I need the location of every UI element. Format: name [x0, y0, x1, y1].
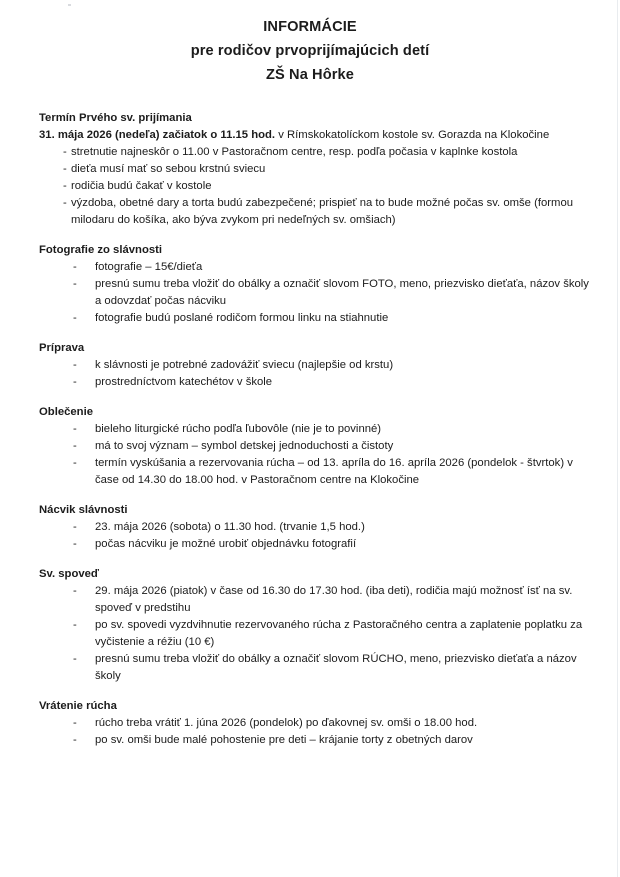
dash-bullet: - [73, 521, 77, 533]
list-item-text: má to svoj význam – symbol detskej jednoduchosti a čistoty [95, 440, 394, 452]
bullet-list [39, 259, 598, 327]
list-item [39, 438, 598, 455]
section-heading: Oblečenie [39, 406, 93, 418]
dash-bullet: - [73, 734, 77, 746]
dash-bullet: - [73, 376, 77, 388]
bullet-list [39, 583, 598, 685]
list-item-text: rúcho treba vrátiť 1. júna 2026 (pondelok) po ďakovnej sv. omši o 18.00 hod. [95, 717, 478, 729]
dash-bullet: - [73, 717, 77, 729]
dash-bullet: - [73, 261, 77, 273]
document-title-line-1: INFORMÁCIE [263, 19, 357, 35]
list-item-text: výzdoba, obetné dary a torta budú zabezpečené; prispieť na to bude možné počas sv. omše (formou milodaru do košíka, ako býva zvykom pri nedeľných sv. omšiach) [71, 197, 574, 226]
section-heading: Fotografie zo slávnosti [39, 244, 163, 256]
list-item-text: po sv. spovedi vyzdvihnutie rezervovaného rúcha z Pastoračného centra a zaplatenie poplatku za vyčistenie a réžiu (10 €) [95, 619, 583, 648]
section [39, 698, 598, 749]
list-item [39, 161, 598, 178]
dash-bullet: - [73, 585, 77, 597]
dash-bullet: - [63, 180, 67, 192]
list-item-text: rodičia budú čakať v kostole [71, 180, 212, 192]
list-item-text: termín vyskúšania a rezervovania rúcha – od 13. apríla do 16. apríla 2026 (pondelok - štvrtok) v čase od 14.30 do 18.00 hod. v Pastoračnom centre na Klokočine [95, 457, 573, 486]
section-heading: Vrátenie rúcha [39, 700, 117, 712]
list-item [39, 715, 598, 732]
section [39, 502, 598, 553]
dash-bullet: - [73, 423, 77, 435]
bullet-list [39, 715, 598, 749]
section [39, 340, 598, 391]
dash-bullet: - [73, 278, 77, 290]
list-item [39, 519, 598, 536]
dash-bullet: - [73, 619, 77, 631]
scan-edge-artifact [617, 0, 618, 877]
section [39, 110, 598, 229]
list-item-text: k slávnosti je potrebné zadovážiť sviecu (najlepšie od krstu) [95, 359, 394, 371]
dash-bullet: - [63, 197, 67, 209]
dash-bullet: - [63, 163, 67, 175]
document-header [0, 0, 620, 87]
list-item-text: prostredníctvom katechétov v škole [95, 376, 273, 388]
list-item-text: po sv. omši bude malé pohostenie pre deti – krájanie torty z obetných darov [95, 734, 473, 746]
section-heading: Sv. spoveď [39, 568, 100, 580]
list-item-text: fotografie – 15€/dieťa [95, 261, 203, 273]
dash-bullet: - [73, 312, 77, 324]
bullet-list [39, 357, 598, 391]
list-item [39, 178, 598, 195]
dash-bullet: - [73, 440, 77, 452]
section-heading: Termín Prvého sv. prijímania [39, 112, 192, 124]
list-item-text: presnú sumu treba vložiť do obálky a označiť slovom RÚCHO, meno, priezvisko dieťaťa a názov školy [95, 653, 577, 682]
list-item [39, 374, 598, 391]
section-heading: Príprava [39, 342, 85, 354]
list-item [39, 195, 598, 229]
list-item [39, 651, 598, 685]
document-body [39, 110, 598, 749]
list-item-text: presnú sumu treba vložiť do obálky a označiť slovom FOTO, meno, priezvisko dieťaťa, názov školy a odovzdať počas nácviku [95, 278, 589, 307]
bullet-list [39, 421, 598, 489]
section [39, 404, 598, 489]
section [39, 566, 598, 685]
list-item [39, 276, 598, 310]
section-heading: Nácvik slávnosti [39, 504, 128, 516]
document-title-line-2: pre rodičov prvoprijímajúcich detí [190, 43, 430, 59]
list-item [39, 310, 598, 327]
dash-bullet: - [73, 359, 77, 371]
list-item-text: bieleho liturgické rúcho podľa ľubovôle (nie je to povinné) [95, 423, 382, 435]
list-item [39, 732, 598, 749]
list-item-text: 29. mája 2026 (piatok) v čase od 16.30 do 17.30 hod. (iba deti), rodičia majú možnosť ísť na sv. spoveď v predstihu [95, 585, 573, 614]
dash-bullet: - [73, 538, 77, 550]
scan-speck-artifact [68, 4, 71, 6]
list-item-text: fotografie budú poslané rodičom formou linku na stiahnutie [95, 312, 389, 324]
section-intro [39, 127, 598, 144]
list-item [39, 583, 598, 617]
list-item [39, 144, 598, 161]
list-item [39, 259, 598, 276]
document-title-line-3: ZŠ Na Hôrke [266, 67, 354, 83]
list-item [39, 536, 598, 553]
section-intro-rest: v Rímskokatolíckom kostole sv. Gorazda na Klokočine [275, 129, 550, 141]
list-item [39, 357, 598, 374]
bullet-list [39, 519, 598, 553]
list-item [39, 455, 598, 489]
dash-bullet: - [63, 146, 67, 158]
list-item-text: dieťa musí mať so sebou krstnú sviecu [71, 163, 266, 175]
dash-bullet: - [73, 457, 77, 469]
section [39, 242, 598, 327]
bullet-list [39, 144, 598, 229]
list-item-text: stretnutie najneskôr o 11.00 v Pastoračnom centre, resp. podľa počasia v kaplnke kostola [71, 146, 518, 158]
list-item-text: počas nácviku je možné urobiť objednávku fotografií [95, 538, 357, 550]
section-intro-bold: 31. mája 2026 (nedeľa) začiatok o 11.15 hod. [39, 129, 276, 141]
list-item-text: 23. mája 2026 (sobota) o 11.30 hod. (trvanie 1,5 hod.) [95, 521, 365, 533]
list-item [39, 421, 598, 438]
list-item [39, 617, 598, 651]
dash-bullet: - [73, 653, 77, 665]
